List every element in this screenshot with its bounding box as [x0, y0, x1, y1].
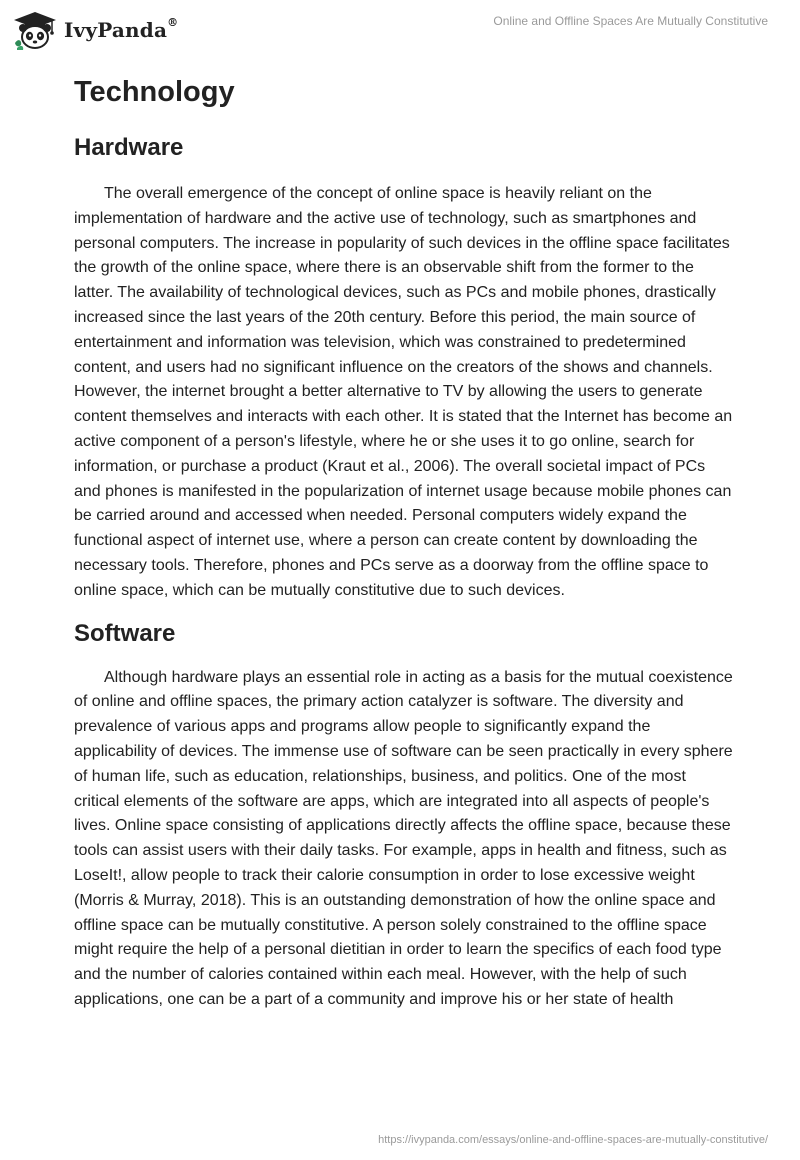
source-url[interactable]: https://ivypanda.com/essays/online-and-offline-spaces-are-mutually-constitutive/: [378, 1134, 768, 1146]
subsection-heading-software: Software: [74, 619, 176, 647]
article-body: [74, 70, 734, 1013]
panda-graduate-icon: [12, 10, 58, 50]
ivypanda-logo[interactable]: [12, 10, 178, 50]
document-title: Online and Offline Spaces Are Mutually Constitutive: [493, 14, 768, 28]
subsection-heading-hardware: Hardware: [74, 134, 184, 161]
paragraph-hardware: The overall emergence of the concept of online space is heavily reliant on the implementation of hardware and the active use of technology, such as smartphones and personal computers. The increase in popularity of such devices in the offline space facilitates the growth of the online space, where there is an observable shift from the former to the latter. The availability of technological devices, such as PCs and mobile phones, drastically increased since the last years of the 20th century. Before this period, the main source of entertainment and information was television, which was constrained to predetermined content, and users had no significant influence on the creators of the shows and channels. However, the internet brought a better alternative to TV by allowing the users to generate content themselves and interacts with each other. It is stated that the Internet has become an active component of a person's lifestyle, where he or she uses it to go online, search for information, or purchase a product (Kraut et al., 2006). The overall societal impact of PCs and phones is manifested in the popularization of internet usage because mobile phones can be carried around and accessed when needed. Personal computers widely expand the functional aspect of internet use, where a person can create content by downloading the necessary tools. Therefore, phones and PCs serve as a doorway from the offline space to online space, which can be mutually constitutive due to such devices.: [74, 185, 733, 599]
page-header: [0, 0, 800, 60]
paragraph-software: Although hardware plays an essential role in acting as a basis for the mutual coexistence of online and offline spaces, the primary action catalyzer is software. The diversity and prevalence of various apps and programs allow people to significantly expand the applicability of devices. The immense use of software can be seen practically in every sphere of human life, such as education, relationships, business, and politics. One of the most critical elements of the software are apps, which are integrated into all aspects of people's lives. Online space consisting of applications directly affects the offline space, because these tools can assist users with their daily tasks. For example, apps in health and fitness, such as LoseIt!, allow people to track their calorie consumption in order to lose excessive weight (Morris & Murray, 2018). This is an outstanding demonstration of how the online space and offline space can be mutually constitutive. A person solely constrained to the offline space might require the help of a personal dietitian in order to learn the specifics of each food type and the number of calories contained within each meal. However, with the help of such applications, one can be a part of a community and improve his or her state of health: [74, 668, 733, 1008]
section-title: Technology: [74, 76, 235, 108]
logo-wordmark: IvyPanda®: [64, 16, 179, 42]
